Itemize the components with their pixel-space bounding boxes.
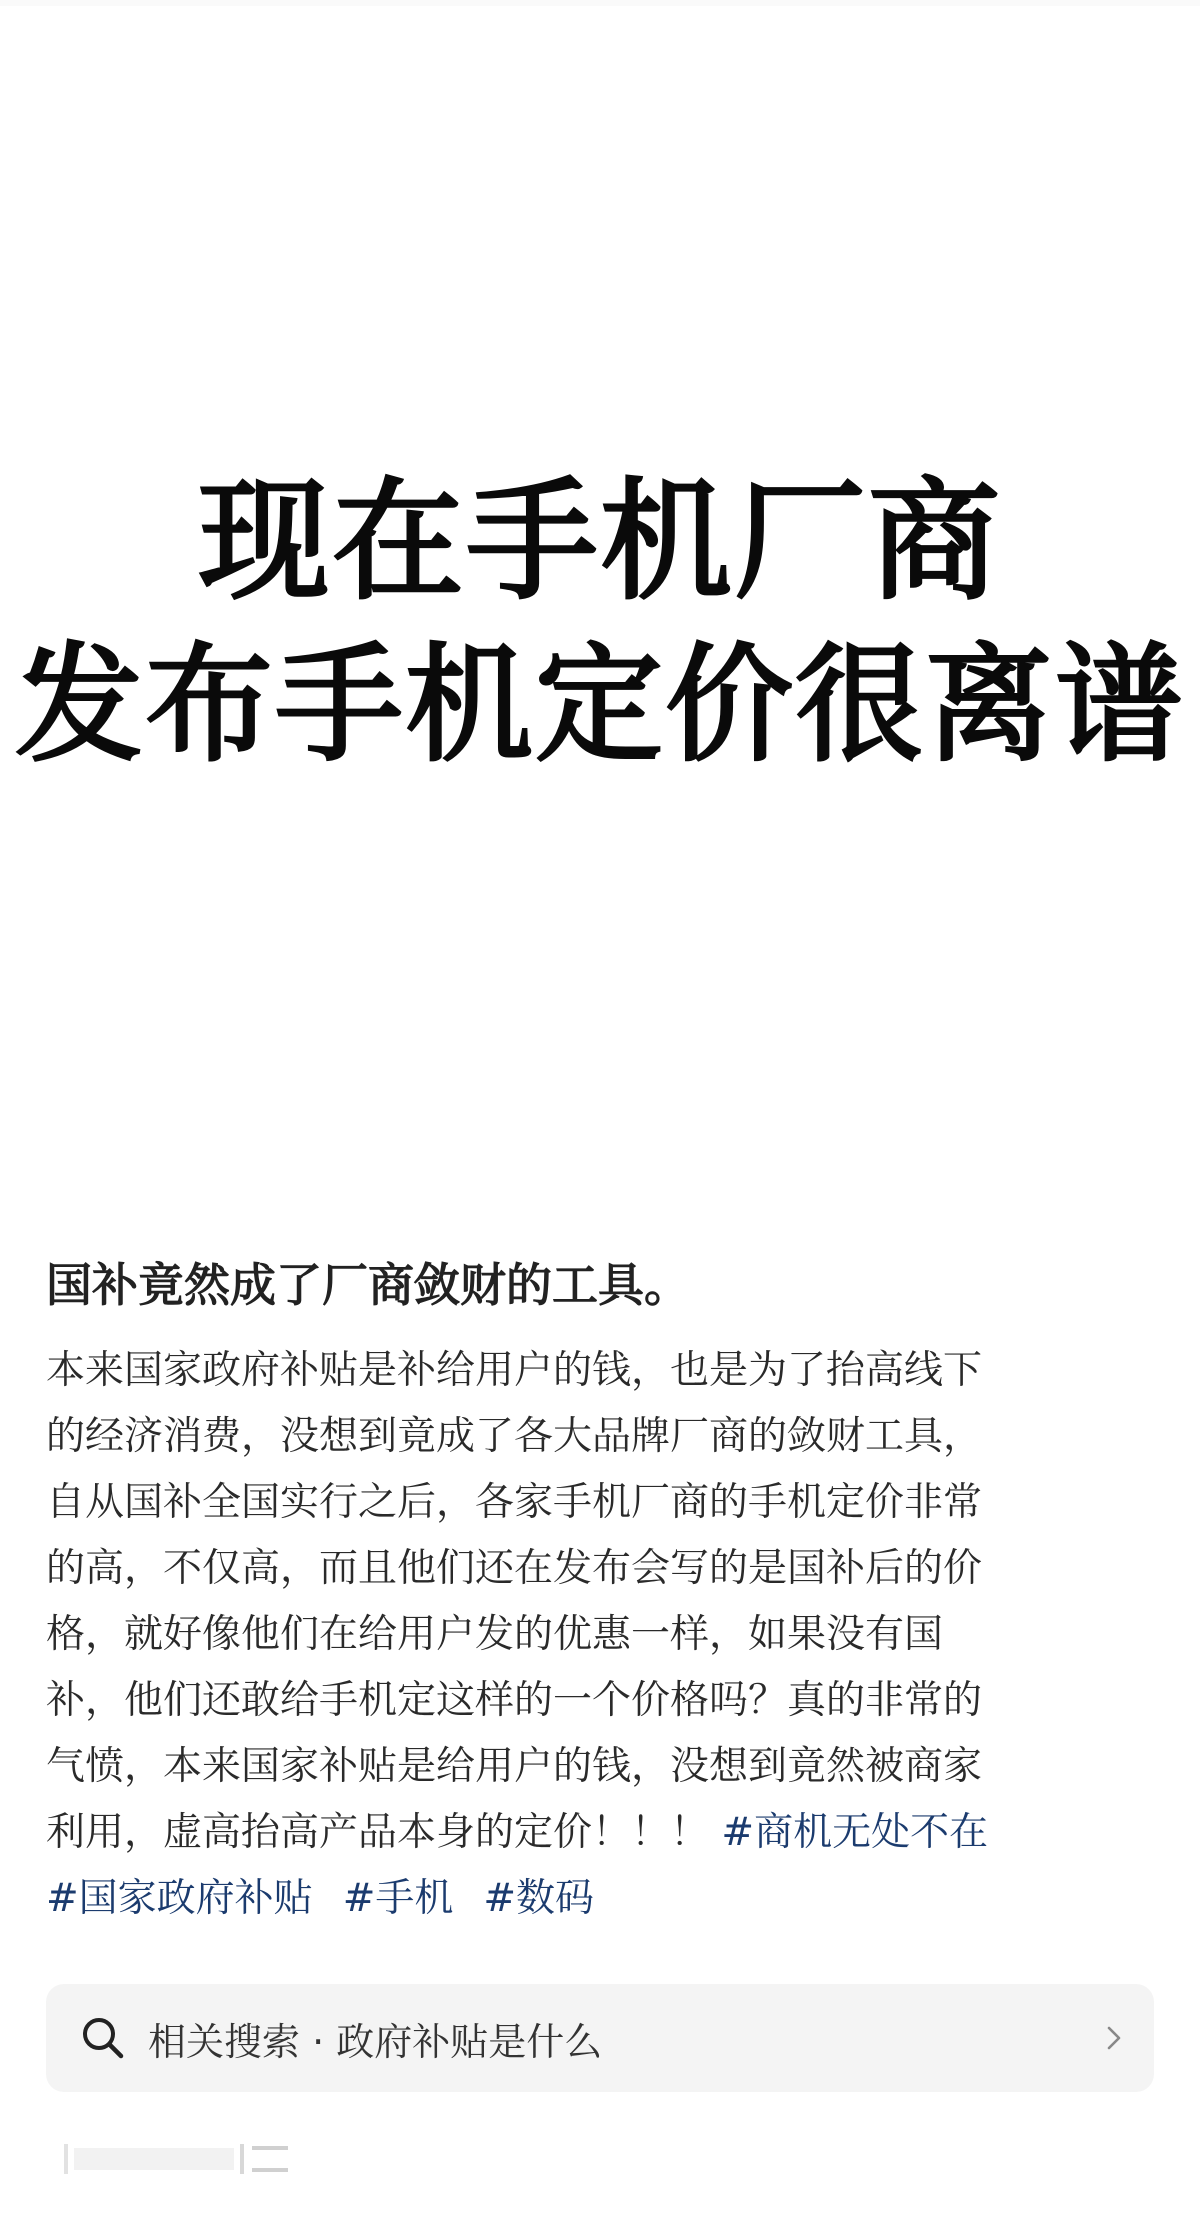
hashtag-link[interactable]: #手机 bbox=[342, 1876, 454, 1921]
post-body-line: 气愤，本来国家补贴是给用户的钱，没想到竟然被商家 bbox=[46, 1744, 983, 1789]
cover-image[interactable] bbox=[0, 6, 1200, 1206]
post-body bbox=[46, 1338, 1160, 1932]
post-body-line: 利用，虚高抬高产品本身的定价！！！ bbox=[46, 1810, 722, 1855]
partial-content-fragment bbox=[60, 2138, 310, 2178]
post-body-line: 补，他们还敢给手机定这样的一个价格吗？真的非常的 bbox=[46, 1678, 983, 1723]
related-search-bar[interactable] bbox=[46, 1984, 1154, 2092]
chevron-right-icon bbox=[1100, 2024, 1128, 2052]
post-body-line: 格，就好像他们在给用户发的优惠一样，如果没有国 bbox=[46, 1612, 944, 1657]
cover-title-line-2: 发布手机定价很离谱 bbox=[14, 631, 1185, 780]
hashtag-link[interactable]: #数码 bbox=[483, 1876, 595, 1921]
hashtag-row bbox=[46, 1866, 1160, 1932]
post-body-line: 本来国家政府补贴是补给用户的钱，也是为了抬高线下 bbox=[46, 1348, 983, 1393]
search-icon bbox=[80, 2015, 126, 2061]
related-search-text: 相关搜索 · 政府补贴是什么 bbox=[148, 2019, 603, 2064]
post-body-last-line bbox=[46, 1800, 1160, 1866]
post-body-line: 自从国补全国实行之后，各家手机厂商的手机定价非常 bbox=[46, 1480, 983, 1525]
post-body-line: 的经济消费，没想到竟成了各大品牌厂商的敛财工具， bbox=[46, 1414, 983, 1459]
post-body-line: 的高，不仅高，而且他们还在发布会写的是国补后的价 bbox=[46, 1546, 983, 1591]
post-title: 国补竟然成了厂商敛财的工具。 bbox=[46, 1258, 690, 1312]
cover-title-line-1: 现在手机厂商 bbox=[198, 465, 1002, 619]
hashtag-link[interactable]: #商机无处不在 bbox=[721, 1810, 989, 1855]
hashtag-link[interactable]: #国家政府补贴 bbox=[46, 1876, 313, 1921]
